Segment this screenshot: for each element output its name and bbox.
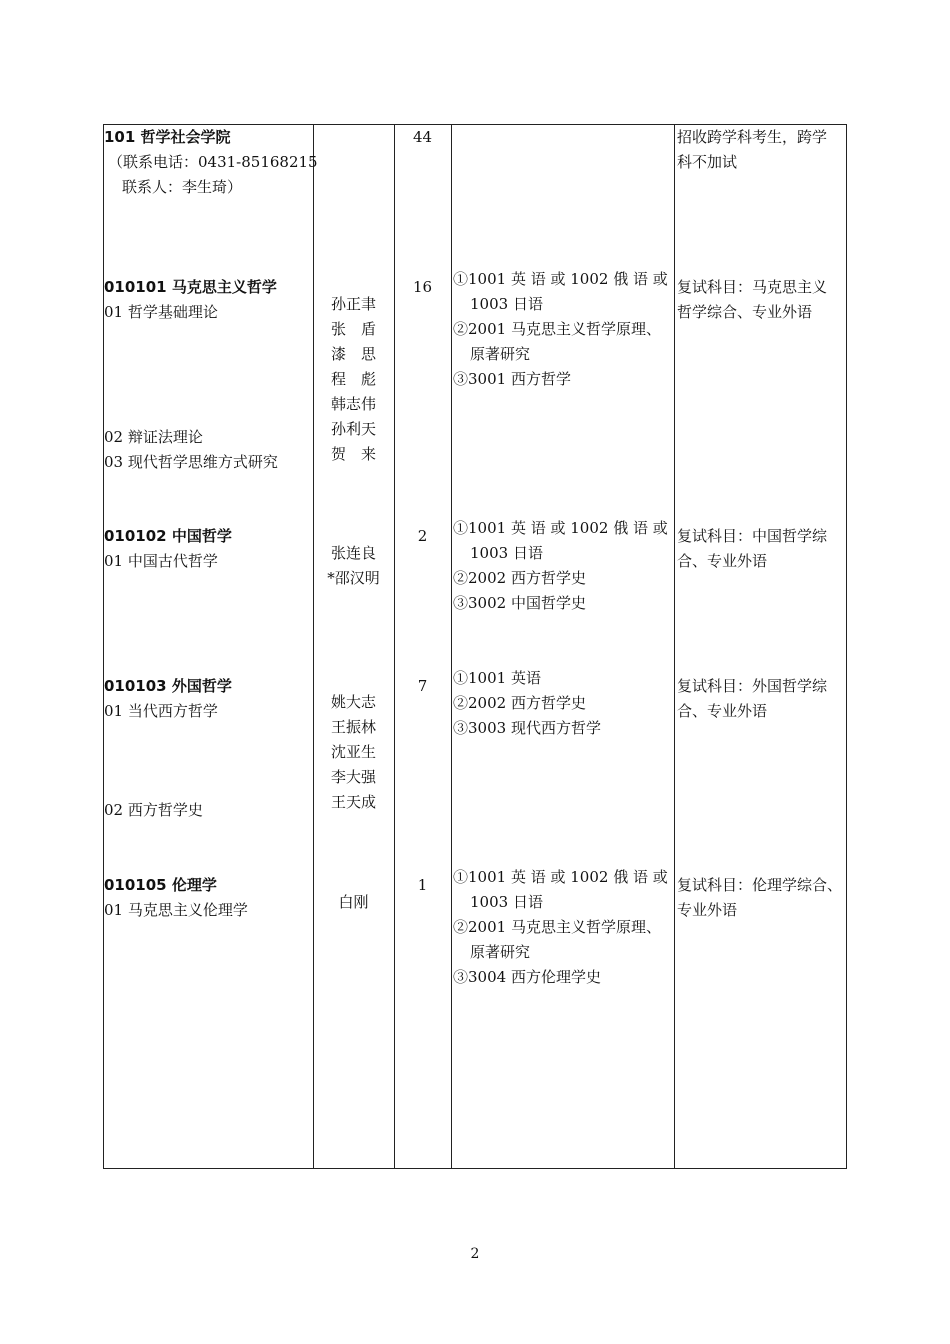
research-direction: 03 现代哲学思维方式研究: [104, 453, 278, 471]
exam-subject: 原著研究: [470, 943, 531, 961]
advisor-name: 王振林: [330, 718, 376, 736]
advisor-name: 贺 来: [330, 445, 376, 463]
exam-subject: ①1001 英 语 或 1002 俄 语 或: [453, 519, 668, 537]
major-quota: 16: [412, 278, 433, 296]
column-divider: [674, 125, 675, 1168]
retest-note: 合、专业外语: [677, 702, 768, 720]
research-direction: 02 辩证法理论: [104, 428, 203, 446]
advisor-name: 沈亚生: [330, 743, 376, 761]
column-divider: [451, 125, 452, 1168]
major-title: 010102 中国哲学: [104, 527, 232, 545]
college-title: 101 哲学社会学院: [104, 128, 231, 146]
college-quota: 44: [412, 128, 433, 146]
advisor-name: 王天成: [330, 793, 376, 811]
college-note-line: 招收跨学科考生，跨学: [677, 128, 828, 146]
college-contact-person: 联系人：李生琦）: [122, 178, 243, 196]
retest-note: 复试科目：伦理学综合、: [677, 876, 843, 894]
research-direction: 01 马克思主义伦理学: [104, 901, 248, 919]
college-note-line: 科不加试: [677, 153, 738, 171]
exam-subject: ①1001 英语: [453, 669, 541, 687]
advisor-name: 孙正聿: [330, 295, 376, 313]
research-direction: 01 哲学基础理论: [104, 303, 218, 321]
exam-subject: ③3003 现代西方哲学: [453, 719, 601, 737]
retest-note: 哲学综合、专业外语: [677, 303, 813, 321]
research-direction: 02 西方哲学史: [104, 801, 203, 819]
advisor-name: 李大强: [330, 768, 376, 786]
advisor-name: *邵汉明: [327, 569, 380, 587]
admissions-table: [103, 124, 847, 1169]
exam-subject: 1003 日语: [470, 893, 543, 911]
exam-subject: 1003 日语: [470, 295, 543, 313]
advisor-name: 韩志伟: [330, 395, 376, 413]
exam-subject: ①1001 英 语 或 1002 俄 语 或: [453, 270, 668, 288]
advisor-name: 漆 思: [330, 345, 376, 363]
college-contact-phone: （联系电话：0431-85168215: [108, 153, 318, 171]
advisor-name: 张连良: [330, 544, 376, 562]
exam-subject: ②2002 西方哲学史: [453, 694, 586, 712]
major-quota: 2: [417, 527, 428, 545]
retest-note: 合、专业外语: [677, 552, 768, 570]
major-quota: 1: [417, 876, 428, 894]
exam-subject: 原著研究: [470, 345, 531, 363]
research-direction: 01 中国古代哲学: [104, 552, 218, 570]
advisor-name: 白刚: [338, 893, 369, 911]
research-direction: 01 当代西方哲学: [104, 702, 218, 720]
advisor-name: 孙利天: [330, 420, 376, 438]
exam-subject: ③3001 西方哲学: [453, 370, 571, 388]
retest-note: 复试科目：中国哲学综: [677, 527, 828, 545]
advisor-name: 张 盾: [330, 320, 376, 338]
major-title: 010103 外国哲学: [104, 677, 232, 695]
major-title: 010105 伦理学: [104, 876, 217, 894]
exam-subject: ②2001 马克思主义哲学原理、: [453, 918, 661, 936]
exam-subject: ②2001 马克思主义哲学原理、: [453, 320, 661, 338]
exam-subject: 1003 日语: [470, 544, 543, 562]
page-number: 2: [470, 1246, 480, 1262]
exam-subject: ②2002 西方哲学史: [453, 569, 586, 587]
exam-subject: ③3004 西方伦理学史: [453, 968, 601, 986]
retest-note: 复试科目：马克思主义: [677, 278, 828, 296]
retest-note: 专业外语: [677, 901, 738, 919]
advisor-name: 程 彪: [330, 370, 376, 388]
major-quota: 7: [417, 677, 428, 695]
retest-note: 复试科目：外国哲学综: [677, 677, 828, 695]
exam-subject: ①1001 英 语 或 1002 俄 语 或: [453, 868, 668, 886]
major-title: 010101 马克思主义哲学: [104, 278, 277, 296]
column-divider: [313, 125, 314, 1168]
advisor-name: 姚大志: [330, 693, 376, 711]
exam-subject: ③3002 中国哲学史: [453, 594, 586, 612]
